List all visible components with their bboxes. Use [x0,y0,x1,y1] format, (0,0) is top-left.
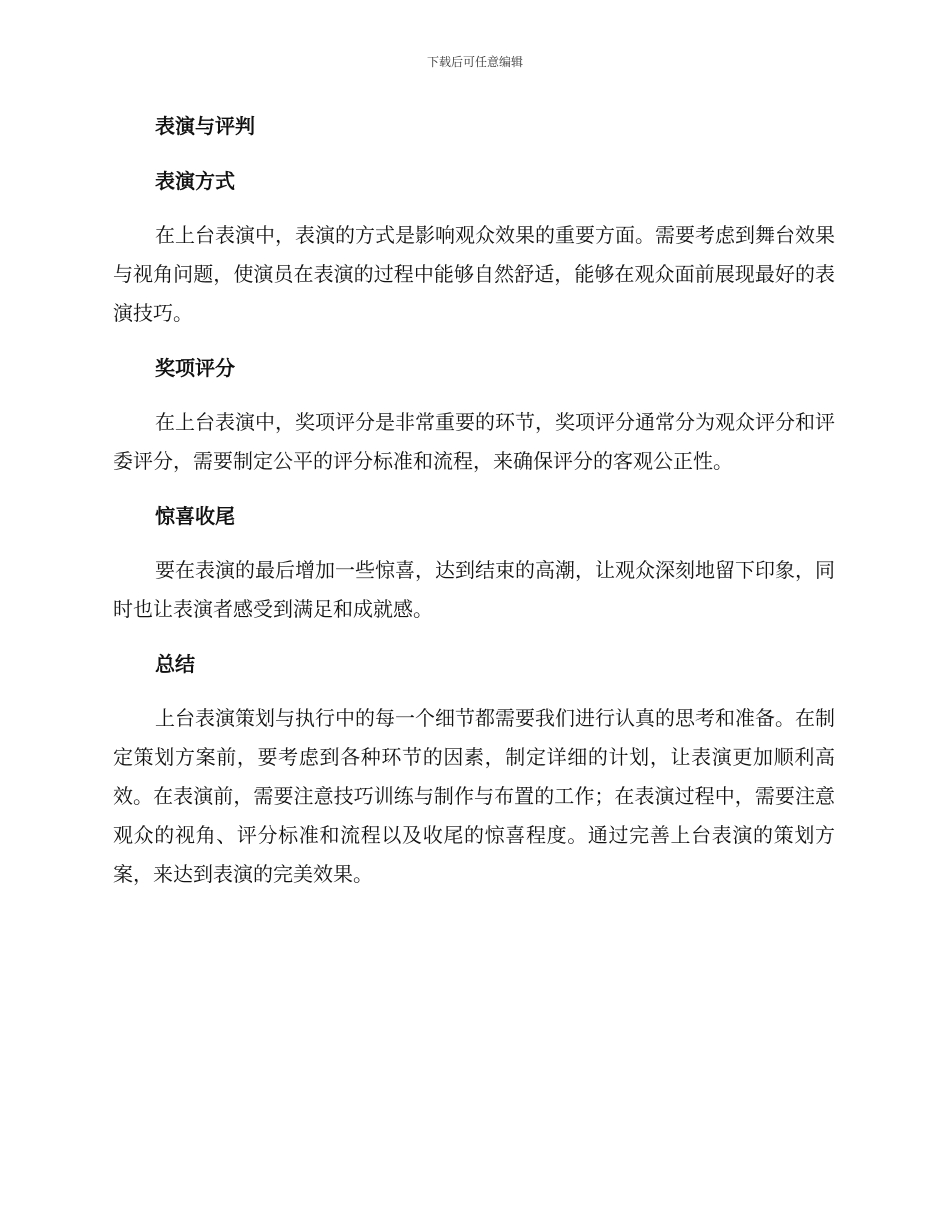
page-header-note: 下载后可任意编辑 [426,55,523,69]
document-body [113,106,835,909]
section-heading-award-scoring: 奖项评分 [155,356,235,380]
section-heading-summary: 总结 [155,652,195,676]
section-paragraph-summary: 上台表演策划与执行中的每一个细节都需要我们进行认真的思考和准备。在制定策划方案前，要考虑到各种环节的因素，制定详细的计划，让表演更加顺利高效。在表演前，需要注意技巧训练与制作与布置的工作；在表演过程中，需要注意观众的视角、评分标准和流程以及收尾的惊喜程度。通过完善上台表演的策划方案，来达到表演的完美效果。 [113,706,835,886]
section-heading-surprise-ending: 惊喜收尾 [155,504,235,528]
section-paragraph-surprise-ending: 要在表演的最后增加一些惊喜，达到结束的高潮，让观众深刻地留下印象，同时也让表演者感受到满足和成就感。 [113,558,835,621]
section-heading-performance-method: 表演方式 [155,169,235,193]
section-paragraph-performance-method: 在上台表演中，表演的方式是影响观众效果的重要方面。需要考虑到舞台效果与视角问题，使演员在表演的过程中能够自然舒适，能够在观众面前展现最好的表演技巧。 [113,223,835,325]
section-paragraph-award-scoring: 在上台表演中，奖项评分是非常重要的环节，奖项评分通常分为观众评分和评委评分，需要制定公平的评分标准和流程，来确保评分的客观公正性。 [113,410,835,473]
document-title: 表演与评判 [155,114,255,138]
